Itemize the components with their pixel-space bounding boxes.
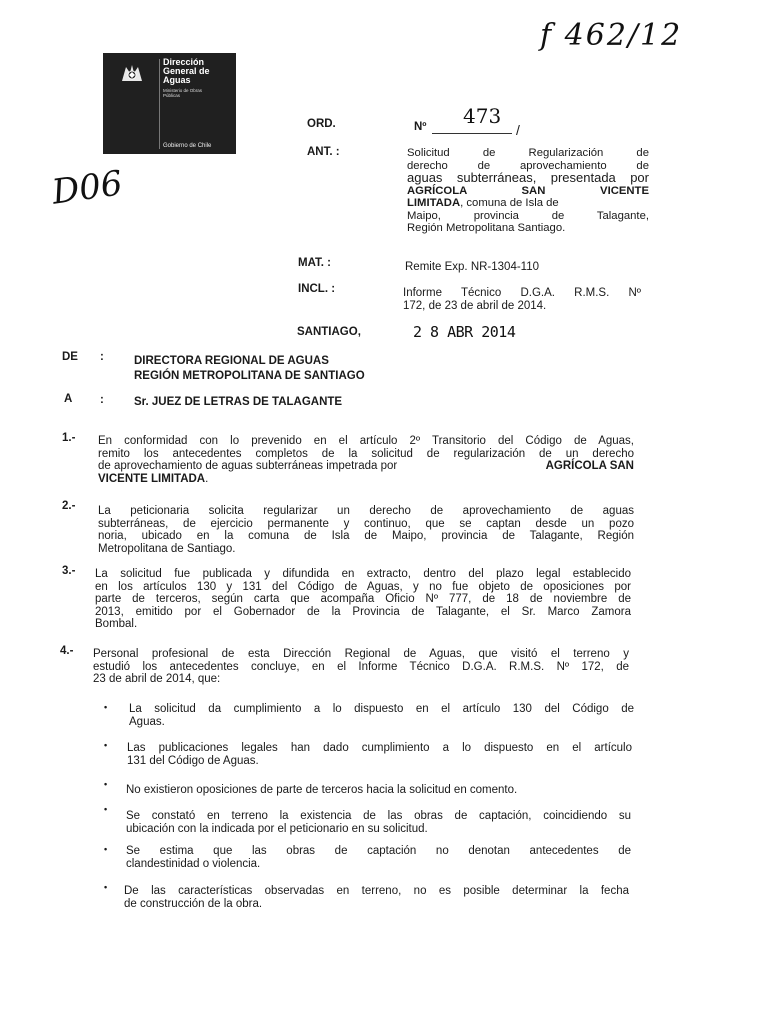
bullet-2-marker: • [104,740,108,750]
dga-logo [103,53,236,154]
logo-divider [159,59,160,149]
bullet-4: Se constató en terreno la existencia de las obras de captación, coincidiendo su ubicación con la indicada por el peticionario en su solicitud. [126,810,631,835]
ant-label: ANT. : [307,146,340,158]
paragraph-3-number: 3.- [62,565,76,577]
paragraph-1: En conformidad con lo prevenido en el artículo 2º Transitorio del Código de Aguas, remito los antecedentes completos de la solicitud de regularización de un derecho de aprovechamiento de aguas subterráneas impetrada por AGRÍCOLA SAN VICENTE LIMITADA. [98,435,634,485]
bullet-2: Las publicaciones legales han dado cumplimiento a lo dispuesto en el artículo 131 del Código de Aguas. [127,742,632,767]
paragraph-2: La peticionaria solicita regularizar un derecho de aprovechamiento de aguas subterráneas, de ejercicio permanente y continuo, que se captan desde un pozo noria, ubicado en la comuna de Isla de Maipo, provincia de Talagante, Región Metropolitana de Santiago. [98,505,634,555]
handwritten-margin-note: D06 [49,163,125,213]
paragraph-4-number: 4.- [60,645,74,657]
bullet-5-marker: • [104,844,108,854]
paragraph-4: Personal profesional de esta Dirección Regional de Aguas, que visitó el terreno y estudió los antecedentes concluye, en el Informe Técnico D.G.A. R.M.S. Nº 172, de 23 de abril de 2014, que: [93,648,629,685]
mat-label: MAT. : [298,257,332,269]
logo-title: Dirección General de Aguas [163,57,210,85]
mat-text: Remite Exp. NR-1304-110 [405,261,540,273]
bullet-3-marker: • [104,779,108,789]
to-text: Sr. JUEZ DE LETRAS DE TALAGANTE [134,396,343,408]
date-stamp: 2 8 ABR 2014 [413,323,516,341]
from-label: DE [62,351,78,363]
incl-label: INCL. : [298,283,336,295]
ord-number-underline [432,133,512,134]
place-label: SANTIAGO, [297,326,361,338]
from-colon: : [100,351,104,363]
to-colon: : [100,394,104,406]
ord-label: ORD. [307,118,336,130]
logo-ministry: Ministerio de Obras Públicas [163,88,203,98]
bullet-6-marker: • [104,882,108,892]
ord-number-slash: / [516,122,520,138]
bullet-6: De las características observadas en terreno, no es posible determinar la fecha de construcción de la obra. [124,885,629,910]
from-text: DIRECTORA REGIONAL DE AGUAS REGIÓN METROPOLITANA DE SANTIAGO [134,355,365,382]
paragraph-2-number: 2.- [62,500,76,512]
logo-government: Gobierno de Chile [163,143,212,149]
paragraph-1-number: 1.- [62,432,76,444]
to-label: A [64,393,73,405]
no-label: Nº [414,121,427,133]
ord-number: 473 [463,104,502,128]
bullet-4-marker: • [104,804,108,814]
paragraph-3: La solicitud fue publicada y difundida en extracto, dentro del plazo legal establecido en los artículos 130 y 131 del Código de Aguas, y no fue objeto de oposiciones por parte de terceros, según carta que acompaña Oficio Nº 777, de 18 de noviembre de 2013, emitido por el Gobernador de la Provincia de Talagante, el Sr. Marco Zamora Bombal. [95,568,631,630]
handwritten-reference: f 462/12 [540,18,683,53]
bullet-1: La solicitud da cumplimiento a lo dispuesto en el artículo 130 del Código de Aguas. [129,703,634,728]
bullet-5: Se estima que las obras de captación no denotan antecedentes de clandestinidad o violencia. [126,845,631,870]
incl-text: Informe Técnico D.G.A. R.M.S. Nº 172, de 23 de abril de 2014. [403,287,641,312]
bullet-3: No existieron oposiciones de parte de terceros hacia la solicitud en comento. [126,784,518,796]
coat-of-arms-icon [118,61,146,85]
bullet-1-marker: • [104,702,108,712]
ant-text: Solicitud de Regularización de derecho de aprovechamiento de aguas subterráneas, presentada por AGRÍCOLA SAN VICENTE LIMITADA, comuna de Isla de Maipo, provincia de Talagante, Región Metropolitana Santiago. [407,147,649,234]
